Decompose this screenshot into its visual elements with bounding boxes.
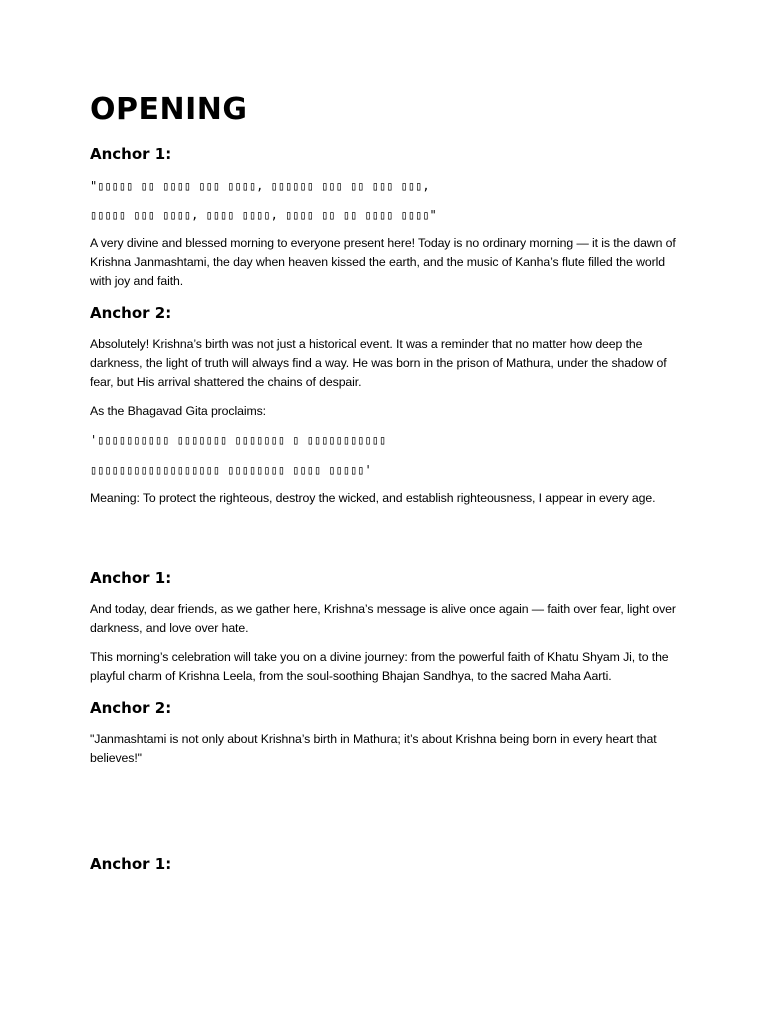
verse-2-line-2: ▯▯▯▯▯▯▯▯▯▯▯▯▯▯▯▯▯▯ ▯▯▯▯▯▯▯▯ ▯▯▯▯ ▯▯▯▯▯' — [90, 463, 372, 477]
paragraph-welcome: A very divine and blessed morning to everyone present here! Today is no ordinary morning — it is the dawn of Krishna Janmashtami, the day when heaven kissed the earth, and the music of Kanha’s flute filled the world with joy and faith. — [90, 236, 676, 288]
paragraph-krishna-birth: Absolutely! Krishna’s birth was not just a historical event. It was a reminder that no matter how deep the darkness, the light of truth will always find a way. He was born in the prison of Mathura, under the shadow of fear, but His arrival shattered the chains of despair. — [90, 337, 667, 389]
anchor-1-heading: Anchor 1: — [90, 145, 172, 163]
paragraph-celebration: This morning’s celebration will take you on a divine journey: from the powerful faith of Khatu Shyam Ji, to the playful charm of Krishna Leela, from the soul-soothing Bhajan Sandhya, to the sacred Maha Aarti. — [90, 650, 669, 683]
paragraph-quote: "Janmashtami is not only about Krishna’s birth in Mathura; it’s about Krishna being born in every heart that believes!" — [90, 732, 657, 765]
anchor-2-heading: Anchor 2: — [90, 699, 172, 717]
verse-1-line-1: "▯▯▯▯▯ ▯▯ ▯▯▯▯ ▯▯▯ ▯▯▯▯, ▯▯▯▯▯▯ ▯▯▯ ▯▯ ▯▯▯ ▯▯▯, — [90, 179, 430, 193]
paragraph-message: And today, dear friends, as we gather here, Krishna’s message is alive once again — faith over fear, light over darkness, and love over hate. — [90, 602, 676, 635]
paragraph-gita-intro: As the Bhagavad Gita proclaims: — [90, 404, 266, 418]
verse-2-line-1: '▯▯▯▯▯▯▯▯▯▯ ▯▯▯▯▯▯▯ ▯▯▯▯▯▯▯ ▯ ▯▯▯▯▯▯▯▯▯▯▯ — [90, 433, 387, 447]
verse-1-line-2: ▯▯▯▯▯ ▯▯▯ ▯▯▯▯, ▯▯▯▯ ▯▯▯▯, ▯▯▯▯ ▯▯ ▯▯ ▯▯▯▯ ▯▯▯▯" — [90, 208, 437, 222]
anchor-2-heading: Anchor 2: — [90, 304, 172, 322]
page-title: OPENING — [90, 92, 248, 127]
anchor-1-heading: Anchor 1: — [90, 855, 172, 873]
paragraph-meaning: Meaning: To protect the righteous, destroy the wicked, and establish righteousness, I appear in every age. — [90, 491, 656, 505]
anchor-1-heading: Anchor 1: — [90, 569, 172, 587]
